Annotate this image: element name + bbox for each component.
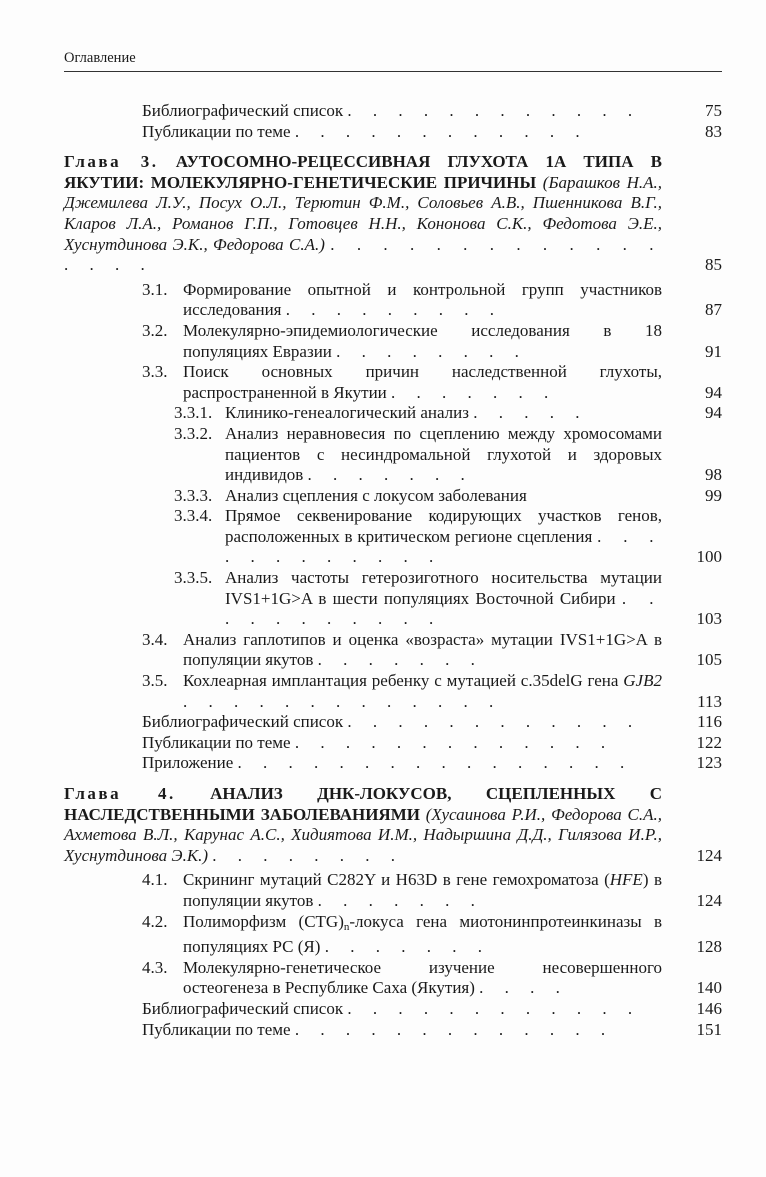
toc-subsection[interactable] (64, 486, 722, 507)
toc-section[interactable]: 3.1. Формирование опытной и контрольной групп участников исследования . . . . . . . . . 87 (142, 279, 722, 320)
toc-section[interactable]: 3.4. Анализ гаплотипов и оценка «возраста» мутации IVS1+1G>A в популяции якутов . . . . . . . 105 (142, 629, 722, 670)
toc-entry[interactable]: Приложение . . . . . . . . . . . . . . . . 123 (142, 753, 722, 773)
section-title: Поиск основных причин наследственной глухоты, распространенной в Якутии (183, 362, 662, 402)
subsection-title: Прямое секвенирование кодирующих участков генов, расположенных в критическом регионе сцепления (225, 506, 662, 546)
chapter-authors: (Барашков Н.А., Джемилева Л.У., Посух О.Л., Терютин Ф.М., Соловьев А.В., Пшенникова В.Г., Кларов Л.А., Романов Г.П., Готовцев Н.Н., Кононова С.К., Федотова Э.Е., Хуснутдинова Э.К., Федорова С.А.) (64, 172, 662, 254)
chapter-3-heading[interactable]: Глава 3. АУТОСОМНО-РЕЦЕССИВНАЯ ГЛУХОТА 1А ТИПА В ЯКУТИИ: МОЛЕКУЛЯРНО-ГЕНЕТИЧЕСКИЕ ПРИЧИНЫ (Барашков Н.А., Джемилева Л.У., Посух О.Л., Терютин Ф.М., Соловьев А.В., Пшенникова В.Г., Кларов Л.А., Романов Г.П., Готовцев Н.Н., Кононова С.К., Федотова Э.Е., Хуснутдинова Э.К., Федорова С.А.) . . . . . . . . . . . . . . . . . 85 (64, 152, 722, 275)
page-number: 83 (705, 121, 722, 141)
gene-name: HFE (609, 870, 643, 890)
toc-subsection[interactable]: 3.3.4. Прямое секвенирование кодирующих участков генов, расположенных в критическом регионе сцепления . . . . . . . . . . . . 100 (174, 506, 722, 567)
section-title-end: -локуса гена миотонинпротеинкиназы в популяциях РС (Я) (183, 911, 662, 957)
subsection-title: Анализ неравновесия по сцеплению между хромосомами пациентов с несиндромальной глухотой и здоровых индивидов (225, 423, 662, 485)
toc-entry[interactable]: Библиографический список . . . . . . . . . . . . 75 (142, 101, 722, 120)
toc-entry[interactable]: Публикации по теме . . . . . . . . . . . . . 151 (142, 1019, 722, 1039)
page-number: 151 (696, 1019, 722, 1039)
chapter-title: АУТОСОМНО-РЕЦЕССИВНАЯ ГЛУХОТА 1А ТИПА В ЯКУТИИ: МОЛЕКУЛЯРНО-ГЕНЕТИЧЕСКИЕ ПРИЧИНЫ (64, 152, 662, 192)
page-number: 103 (696, 609, 722, 629)
page-number: 75 (705, 101, 722, 120)
subscript: n (343, 920, 350, 933)
section-title: Молекулярно-генетическое изучение несовершенного остеогенеза в Республике Саха (Якутия) (183, 957, 662, 998)
toc-entry[interactable]: Библиографический список . . . . . . . . . . . . 116 (142, 712, 722, 732)
page-number: 91 (705, 341, 722, 361)
section-title: Кохлеарная имплантация ребенку с мутацией c.35delG гена (183, 671, 624, 691)
chapter-label: Глава 4. (64, 784, 176, 803)
section-number: 3.2. (142, 320, 168, 340)
page-number: 140 (696, 978, 722, 998)
section-number: 3.3. (142, 362, 168, 382)
section-title-end: ) в популяции якутов (183, 870, 662, 910)
section-title: Скрининг мутаций C282Y и H63D в гене гемохроматоза ( (183, 870, 610, 890)
page-number: 122 (696, 732, 722, 752)
entry-title: Публикации по теме (142, 121, 291, 141)
page-number: 85 (705, 255, 722, 275)
entry-title: Публикации по теме (142, 732, 291, 752)
subsection-number: 3.3.5. (174, 568, 213, 588)
subsection-number: 3.3.3. (174, 485, 213, 505)
section-number: 3.4. (142, 629, 168, 649)
toc-section[interactable]: 3.2. Молекулярно-эпидемиологические исследования в 18 популяциях Евразии . . . . . . . . 91 (142, 320, 722, 361)
subsection-title: Анализ сцепления с локусом заболевания (225, 485, 527, 505)
page-number: 98 (705, 465, 722, 485)
section-title: Молекулярно-эпидемиологические исследования в 18 популяциях Евразии (183, 320, 662, 361)
chapter-authors: (Хусаинова Р.И., Федорова С.А., Ахметова В.Л., Карунас А.С., Хидиятова И.М., Надыршина Д.Д., Гилязова И.Р., Хуснутдинова Э.К.) (64, 804, 662, 865)
toc-section[interactable]: 3.5. Кохлеарная имплантация ребенку с мутацией c.35delG гена GJB2 . . . . . . . . . . . . . 113 (142, 671, 722, 711)
table-of-contents (64, 101, 722, 1040)
subsection-title: Клинико-генеалогический анализ (225, 403, 469, 423)
section-number: 3.1. (142, 279, 168, 299)
entry-title: Приложение (142, 753, 234, 773)
page-number: 87 (705, 300, 722, 320)
page-number: 123 (696, 753, 722, 773)
page-number: 116 (697, 712, 722, 732)
toc-subsection[interactable]: 3.3.1. Клинико-генеалогический анализ . . . . . 94 (174, 403, 722, 423)
header-rule (64, 71, 722, 72)
toc-section[interactable]: 3.3. Поиск основных причин наследственной глухоты, распространенной в Якутии . . . . . . . 94 (142, 362, 722, 402)
subsection-title: Анализ частоты гетерозиготного носительства мутации IVS1+1G>A в шести популяциях Восточной Сибири (225, 568, 662, 608)
entry-title: Библиографический список (142, 101, 344, 120)
toc-section[interactable]: 4.3. Молекулярно-генетическое изучение несовершенного остеогенеза в Республике Саха (Якутия) . . . . 140 (142, 957, 722, 998)
page-number: 99 (705, 485, 722, 505)
entry-title: Библиографический список (142, 998, 344, 1018)
page-number: 94 (705, 382, 722, 402)
subsection-number: 3.3.4. (174, 506, 213, 526)
section-number: 4.3. (142, 957, 168, 977)
page-number: 113 (697, 691, 722, 711)
toc-section[interactable]: 4.2. Полиморфизм $(CTG)_n$-локуса гена миотонинпротеинкиназы в популяциях РС (Я) . . . . . . . 128 (142, 911, 722, 957)
page-number: 146 (696, 998, 722, 1018)
chapter-label: Глава 3. (64, 152, 159, 172)
toc-entry[interactable]: Публикации по теме . . . . . . . . . . . . . 122 (142, 732, 722, 752)
section-number: 3.5. (142, 671, 168, 691)
running-head: Оглавление (64, 50, 136, 66)
page-number: 124 (696, 890, 722, 910)
page-number: 124 (696, 845, 722, 865)
subsection-number: 3.3.1. (174, 403, 213, 423)
subsection-number: 3.3.2. (174, 423, 213, 443)
entry-title: Библиографический список (142, 712, 344, 732)
toc-entry[interactable]: Библиографический список . . . . . . . . . . . . 146 (142, 998, 722, 1018)
section-number: 4.2. (142, 911, 168, 931)
section-title: Анализ гаплотипов и оценка «возраста» мутации IVS1+1G>A в популяции якутов (183, 629, 662, 670)
section-title: Полиморфизм (CTG) (183, 911, 344, 931)
toc-entry[interactable]: Публикации по теме . . . . . . . . . . . . 83 (142, 121, 722, 141)
gene-name: GJB2 (623, 671, 662, 691)
page-number: 128 (696, 937, 722, 957)
toc-subsection[interactable]: 3.3.2. Анализ неравновесия по сцеплению между хромосомами пациентов с несиндромальной глухотой и здоровых индивидов . . . . . . . 98 (174, 423, 722, 485)
page-number: 94 (705, 403, 722, 423)
chapter-title: АНАЛИЗ ДНК-ЛОКУСОВ, СЦЕПЛЕННЫХ С НАСЛЕДСТВЕННЫМИ ЗАБОЛЕВАНИЯМИ (64, 784, 662, 824)
entry-title: Публикации по теме (142, 1019, 291, 1039)
toc-section[interactable]: 4.1. Скрининг мутаций C282Y и H63D в гене гемохроматоза (HFE) в популяции якутов . . . . . . . 124 (142, 870, 722, 910)
chapter-4-heading[interactable]: Глава 4. АНАЛИЗ ДНК-ЛОКУСОВ, СЦЕПЛЕННЫХ С НАСЛЕДСТВЕННЫМИ ЗАБОЛЕВАНИЯМИ (Хусаинова Р.И., Федорова С.А., Ахметова В.Л., Карунас А.С., Хидиятова И.М., Надыршина Д.Д., Гилязова И.Р., Хуснутдинова Э.К.) . . . . . . . . 124 (64, 784, 722, 865)
toc-subsection[interactable]: 3.3.5. Анализ частоты гетерозиготного носительства мутации IVS1+1G>A в шести популяциях Восточной Сибири . . . . . . . . . . . 103 (174, 568, 722, 629)
page-number: 105 (696, 650, 722, 670)
page-number: 100 (696, 547, 722, 567)
section-number: 4.1. (142, 870, 168, 890)
section-title: Формирование опытной и контрольной групп участников исследования (183, 279, 662, 320)
